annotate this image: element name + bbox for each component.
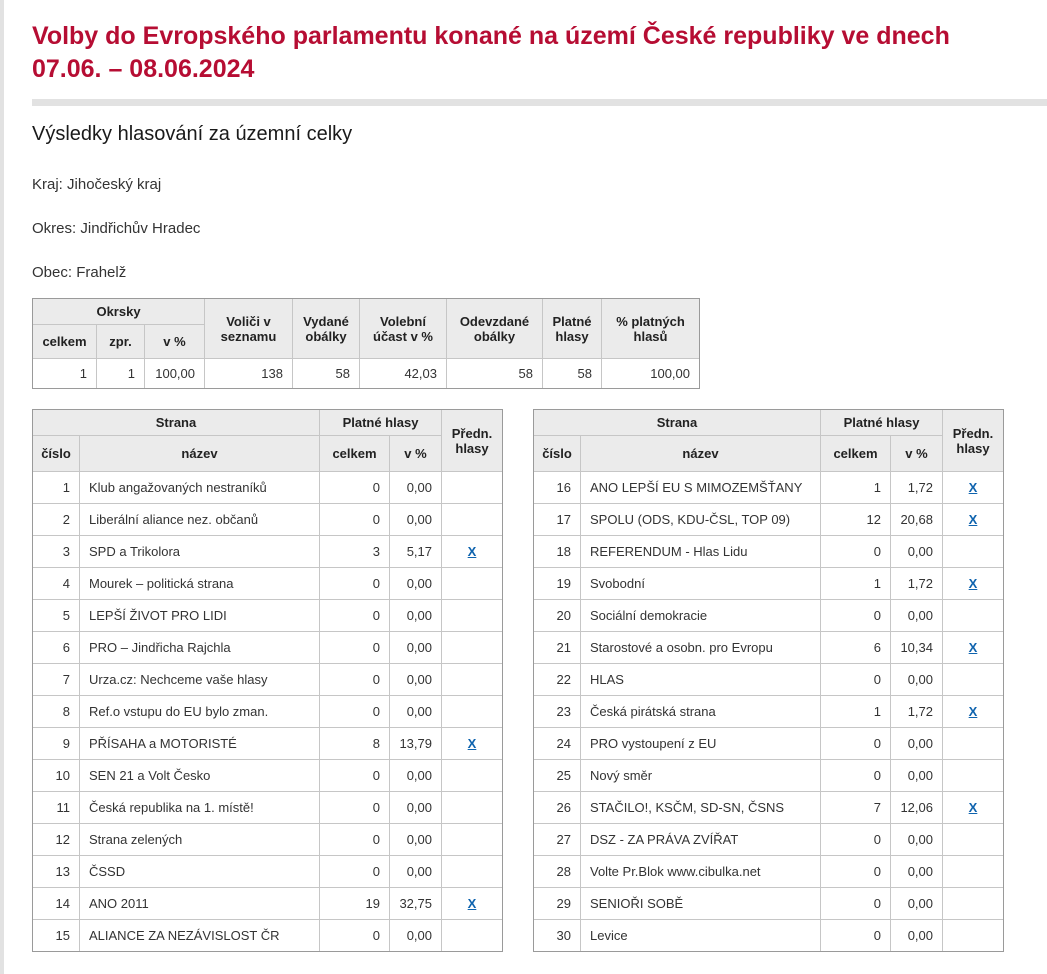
votes-total: 0 — [320, 600, 390, 632]
party-row — [33, 856, 503, 888]
preferential-votes-cell — [943, 504, 1004, 536]
votes-percent: 1,72 — [891, 568, 943, 600]
votes-percent: 0,00 — [390, 504, 442, 536]
preferential-votes-cell — [442, 632, 503, 664]
votes-percent: 20,68 — [891, 504, 943, 536]
party-name: SPOLU (ODS, KDU-ČSL, TOP 09) — [581, 504, 821, 536]
preferential-votes-cell — [442, 856, 503, 888]
party-name: REFERENDUM - Hlas Lidu — [581, 536, 821, 568]
preferential-votes-cell — [442, 728, 503, 760]
party-number: 1 — [33, 472, 80, 504]
col-header-celkem: celkem — [320, 436, 390, 472]
preferential-votes-cell — [943, 920, 1004, 952]
party-number: 17 — [534, 504, 581, 536]
votes-total: 0 — [320, 760, 390, 792]
votes-total: 0 — [320, 824, 390, 856]
votes-total: 6 — [821, 632, 891, 664]
votes-percent: 0,00 — [390, 664, 442, 696]
preferential-votes-cell — [943, 728, 1004, 760]
party-name: HLAS — [581, 664, 821, 696]
okres-label: Okres: — [32, 220, 77, 237]
party-name: ANO 2011 — [80, 888, 320, 920]
votes-total: 7 — [821, 792, 891, 824]
party-number: 15 — [33, 920, 80, 952]
party-number: 19 — [534, 568, 581, 600]
votes-total: 0 — [320, 632, 390, 664]
preferential-votes-cell — [943, 632, 1004, 664]
votes-percent: 0,00 — [390, 760, 442, 792]
party-name: Levice — [581, 920, 821, 952]
col-header-predn-hlasy: Předn. hlasy — [442, 410, 503, 472]
votes-total: 0 — [821, 728, 891, 760]
col-header-platne-hlasy: Platné hlasy — [320, 410, 442, 436]
header-divider — [32, 99, 1047, 106]
party-number: 22 — [534, 664, 581, 696]
votes-percent: 0,00 — [390, 856, 442, 888]
party-name: Sociální demokracie — [581, 600, 821, 632]
party-number: 30 — [534, 920, 581, 952]
party-number: 8 — [33, 696, 80, 728]
party-number: 26 — [534, 792, 581, 824]
preferential-votes-cell — [943, 792, 1004, 824]
votes-percent: 0,00 — [390, 632, 442, 664]
col-header-zpr: zpr. — [97, 325, 145, 359]
votes-total: 0 — [821, 920, 891, 952]
party-name: PŘÍSAHA a MOTORISTÉ — [80, 728, 320, 760]
party-name: Klub angažovaných nestraníků — [80, 472, 320, 504]
votes-total: 0 — [320, 664, 390, 696]
preferential-votes-cell — [943, 536, 1004, 568]
votes-percent: 0,00 — [390, 824, 442, 856]
preferential-votes-cell — [442, 536, 503, 568]
party-row — [534, 728, 1004, 760]
party-number: 2 — [33, 504, 80, 536]
votes-total: 0 — [821, 664, 891, 696]
party-number: 16 — [534, 472, 581, 504]
preferential-votes-link[interactable]: X — [968, 480, 978, 495]
col-header-celkem: celkem — [821, 436, 891, 472]
party-number: 20 — [534, 600, 581, 632]
preferential-votes-cell — [442, 760, 503, 792]
party-row — [534, 600, 1004, 632]
party-row — [534, 632, 1004, 664]
party-name: Česká republika na 1. místě! — [80, 792, 320, 824]
votes-percent: 12,06 — [891, 792, 943, 824]
votes-percent: 0,00 — [891, 536, 943, 568]
party-row — [534, 504, 1004, 536]
preferential-votes-cell — [442, 888, 503, 920]
votes-percent: 10,34 — [891, 632, 943, 664]
party-name: PRO – Jindřicha Rajchla — [80, 632, 320, 664]
votes-total: 1 — [821, 568, 891, 600]
votes-percent: 0,00 — [390, 696, 442, 728]
party-row — [534, 568, 1004, 600]
party-number: 14 — [33, 888, 80, 920]
votes-total: 1 — [821, 472, 891, 504]
votes-percent: 0,00 — [891, 728, 943, 760]
votes-total: 0 — [320, 568, 390, 600]
col-header-cislo: číslo — [534, 436, 581, 472]
col-header-strana: Strana — [33, 410, 320, 436]
party-row — [33, 824, 503, 856]
preferential-votes-cell — [442, 664, 503, 696]
party-row — [534, 920, 1004, 952]
party-row — [33, 888, 503, 920]
votes-percent: 0,00 — [891, 856, 943, 888]
preferential-votes-link[interactable]: X — [968, 576, 978, 591]
okres-value: Jindřichův Hradec — [80, 220, 201, 237]
kraj-label: Kraj: — [32, 176, 63, 193]
preferential-votes-cell — [442, 792, 503, 824]
party-row — [33, 728, 503, 760]
preferential-votes-cell — [442, 568, 503, 600]
party-number: 5 — [33, 600, 80, 632]
preferential-votes-cell — [943, 856, 1004, 888]
volici-v-seznamu-value: 138 — [205, 359, 293, 389]
party-name: Strana zelených — [80, 824, 320, 856]
party-row — [534, 824, 1004, 856]
party-name: SEN 21 a Volt Česko — [80, 760, 320, 792]
col-header-v-pct: v % — [145, 325, 205, 359]
preferential-votes-cell — [442, 920, 503, 952]
col-header-predn-hlasy: Předn. hlasy — [943, 410, 1004, 472]
party-number: 9 — [33, 728, 80, 760]
party-name: ANO LEPŠÍ EU S MIMOZEMŠŤANY — [581, 472, 821, 504]
pct-platnych-hlasu-value: 100,00 — [602, 359, 700, 389]
page-left-edge — [0, 0, 4, 974]
votes-total: 0 — [821, 824, 891, 856]
votes-percent: 1,72 — [891, 696, 943, 728]
votes-percent: 0,00 — [390, 792, 442, 824]
votes-percent: 0,00 — [891, 664, 943, 696]
region-line-kraj — [32, 176, 1047, 193]
votes-total: 0 — [320, 792, 390, 824]
col-header-nazev: název — [581, 436, 821, 472]
party-number: 21 — [534, 632, 581, 664]
party-name: PRO vystoupení z EU — [581, 728, 821, 760]
votes-percent: 0,00 — [891, 824, 943, 856]
preferential-votes-link[interactable]: X — [467, 544, 477, 559]
summary-table — [32, 298, 700, 389]
party-name: Ref.o vstupu do EU bylo zman. — [80, 696, 320, 728]
okrsky-zpr-value: 1 — [97, 359, 145, 389]
votes-percent: 0,00 — [390, 472, 442, 504]
preferential-votes-cell — [943, 568, 1004, 600]
party-number: 18 — [534, 536, 581, 568]
party-name: STAČILO!, KSČM, SD-SN, ČSNS — [581, 792, 821, 824]
party-name: Svobodní — [581, 568, 821, 600]
party-name: Urza.cz: Nechceme vaše hlasy — [80, 664, 320, 696]
preferential-votes-cell — [943, 696, 1004, 728]
party-row — [534, 536, 1004, 568]
col-header-volebni-ucast: Volební účast v % — [360, 299, 447, 359]
preferential-votes-cell — [943, 472, 1004, 504]
votes-total: 19 — [320, 888, 390, 920]
page-title: Volby do Evropského parlamentu konané na území České republiky ve dnech 07.06. – 08.06.2024 — [32, 22, 950, 83]
party-number: 29 — [534, 888, 581, 920]
preferential-votes-link[interactable]: X — [968, 640, 978, 655]
votes-percent: 0,00 — [390, 568, 442, 600]
votes-total: 0 — [320, 504, 390, 536]
party-name: Liberální aliance nez. občanů — [80, 504, 320, 536]
party-row — [33, 760, 503, 792]
summary-row — [33, 359, 700, 389]
obec-value: Frahelž — [76, 264, 127, 281]
party-row — [534, 856, 1004, 888]
party-table-right — [533, 409, 1004, 952]
votes-total: 0 — [821, 536, 891, 568]
obec-label: Obec: — [32, 264, 73, 281]
col-header-strana: Strana — [534, 410, 821, 436]
votes-total: 0 — [320, 696, 390, 728]
votes-total: 8 — [320, 728, 390, 760]
party-name: Nový směr — [581, 760, 821, 792]
preferential-votes-cell — [442, 600, 503, 632]
votes-total: 0 — [320, 920, 390, 952]
party-number: 28 — [534, 856, 581, 888]
party-row — [534, 696, 1004, 728]
party-number: 27 — [534, 824, 581, 856]
party-row — [33, 600, 503, 632]
party-row — [534, 760, 1004, 792]
col-header-cislo: číslo — [33, 436, 80, 472]
preferential-votes-cell — [943, 664, 1004, 696]
party-number: 7 — [33, 664, 80, 696]
party-number: 11 — [33, 792, 80, 824]
party-row — [534, 888, 1004, 920]
votes-total: 0 — [821, 888, 891, 920]
votes-percent: 0,00 — [390, 920, 442, 952]
party-number: 25 — [534, 760, 581, 792]
col-header-odevzdane-obalky: Odevzdané obálky — [447, 299, 543, 359]
party-row — [33, 504, 503, 536]
col-header-v-pct: v % — [891, 436, 943, 472]
party-row — [33, 696, 503, 728]
col-header-celkem: celkem — [33, 325, 97, 359]
party-row — [534, 472, 1004, 504]
votes-total: 12 — [821, 504, 891, 536]
votes-percent: 5,17 — [390, 536, 442, 568]
region-line-okres — [32, 220, 1047, 237]
votes-percent: 0,00 — [891, 760, 943, 792]
col-header-vydane-obalky: Vydané obálky — [293, 299, 360, 359]
votes-total: 0 — [821, 600, 891, 632]
col-header-v-pct: v % — [390, 436, 442, 472]
col-header-platne-hlasy: Platné hlasy — [821, 410, 943, 436]
preferential-votes-cell — [442, 472, 503, 504]
party-name: ALIANCE ZA NEZÁVISLOST ČR — [80, 920, 320, 952]
party-name: SPD a Trikolora — [80, 536, 320, 568]
preferential-votes-cell — [943, 888, 1004, 920]
preferential-votes-cell — [442, 824, 503, 856]
party-number: 24 — [534, 728, 581, 760]
party-number: 12 — [33, 824, 80, 856]
votes-percent: 0,00 — [891, 920, 943, 952]
party-row — [33, 792, 503, 824]
party-name: Česká pirátská strana — [581, 696, 821, 728]
vydane-obalky-value: 58 — [293, 359, 360, 389]
party-row — [33, 472, 503, 504]
votes-percent: 32,75 — [390, 888, 442, 920]
party-number: 3 — [33, 536, 80, 568]
region-line-obec — [32, 264, 1047, 281]
votes-total: 0 — [320, 472, 390, 504]
preferential-votes-cell — [943, 760, 1004, 792]
votes-percent: 0,00 — [891, 888, 943, 920]
votes-percent: 0,00 — [390, 600, 442, 632]
preferential-votes-cell — [943, 824, 1004, 856]
col-header-pct-platnych-hlasu: % platných hlasů — [602, 299, 700, 359]
okrsky-pct-value: 100,00 — [145, 359, 205, 389]
party-row — [33, 536, 503, 568]
votes-total: 1 — [821, 696, 891, 728]
party-name: SENIOŘI SOBĚ — [581, 888, 821, 920]
party-name: Starostové a osobn. pro Evropu — [581, 632, 821, 664]
party-row — [33, 568, 503, 600]
col-header-nazev: název — [80, 436, 320, 472]
party-number: 13 — [33, 856, 80, 888]
col-header-volici-v-seznamu: Voliči v seznamu — [205, 299, 293, 359]
party-row — [33, 664, 503, 696]
party-name: Mourek – politická strana — [80, 568, 320, 600]
volebni-ucast-value: 42,03 — [360, 359, 447, 389]
party-name: LEPŠÍ ŽIVOT PRO LIDI — [80, 600, 320, 632]
party-row — [33, 920, 503, 952]
votes-percent: 1,72 — [891, 472, 943, 504]
party-number: 4 — [33, 568, 80, 600]
votes-total: 0 — [821, 856, 891, 888]
preferential-votes-link[interactable]: X — [968, 800, 978, 815]
col-header-okrsky: Okrsky — [33, 299, 205, 325]
preferential-votes-link[interactable]: X — [968, 704, 978, 719]
votes-percent: 0,00 — [891, 600, 943, 632]
preferential-votes-cell — [442, 696, 503, 728]
votes-percent: 13,79 — [390, 728, 442, 760]
okrsky-celkem-value: 1 — [33, 359, 97, 389]
party-row — [534, 792, 1004, 824]
kraj-value: Jihočeský kraj — [67, 176, 162, 193]
votes-total: 0 — [320, 856, 390, 888]
preferential-votes-cell — [442, 504, 503, 536]
party-tables-container — [32, 409, 1047, 970]
votes-total: 0 — [821, 760, 891, 792]
party-number: 6 — [33, 632, 80, 664]
platne-hlasy-value: 58 — [543, 359, 602, 389]
party-name: Volte Pr.Blok www.cibulka.net — [581, 856, 821, 888]
preferential-votes-link[interactable]: X — [467, 896, 477, 911]
party-name: ČSSD — [80, 856, 320, 888]
party-number: 10 — [33, 760, 80, 792]
party-table-left — [32, 409, 503, 952]
col-header-platne-hlasy: Platné hlasy — [543, 299, 602, 359]
preferential-votes-link[interactable]: X — [968, 512, 978, 527]
preferential-votes-cell — [943, 600, 1004, 632]
section-title: Výsledky hlasování za územní celky — [32, 123, 353, 145]
odevzdane-obalky-value: 58 — [447, 359, 543, 389]
party-number: 23 — [534, 696, 581, 728]
preferential-votes-link[interactable]: X — [467, 736, 477, 751]
party-row — [33, 632, 503, 664]
votes-total: 3 — [320, 536, 390, 568]
party-row — [534, 664, 1004, 696]
party-name: DSZ - ZA PRÁVA ZVÍŘAT — [581, 824, 821, 856]
